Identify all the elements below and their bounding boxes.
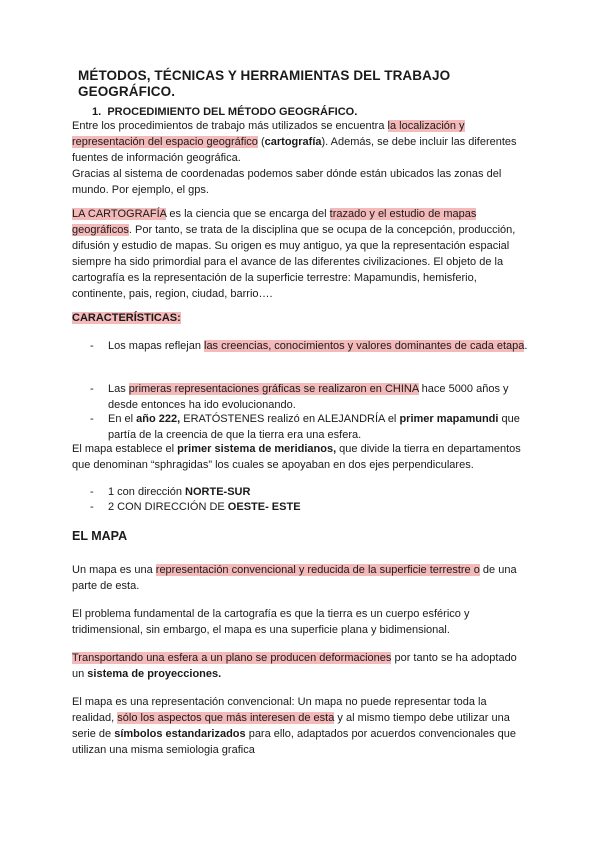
text-run: que divide la tierra en departamentos que denominan “sphragidas” los cuales se apoyaban en dos ejes perpendiculares.: [72, 443, 521, 471]
text-run: 1 con dirección: [108, 486, 186, 498]
highlight-run: CARACTERÍSTICAS:: [72, 312, 181, 324]
dash-bullet: -: [90, 501, 94, 513]
highlight-run: sólo los aspectos que más interesen de esta: [117, 712, 335, 724]
heading-el-mapa: EL MAPA: [72, 529, 128, 543]
paragraph-coordenadas: Gracias al sistema de coordenadas podemos saber dónde están ubicados las zonas del mundo. Por ejemplo, el gps.: [72, 168, 502, 196]
bold-run: año 222,: [136, 413, 181, 425]
text-run: El mapa establece el: [72, 443, 178, 455]
text-run: por tanto se ha adoptado un: [72, 652, 517, 680]
paragraph-problema: El problema fundamental de la cartografía es que la tierra es un cuerpo esférico y tridimensional, sin embargo, el mapa es una superficie plana y bidimensional.: [72, 608, 470, 636]
text-run: . Por tanto, se trata de la disciplina que se ocupa de la concepción, producción, difusión y estudio de mapas. Su origen es muy antiguo, ya que la representación espacial siempre ha sido primordial para el avance de las diferentes civilizaciones. El objeto de la cartografía es la representación de la superficie terrestre: Mapamundis, hemisferio, continente, pais, region, ciudad, barrio….: [72, 224, 516, 300]
text-run: de una parte de esta.: [72, 564, 517, 592]
text-run: Las: [108, 383, 129, 395]
dash-bullet: -: [90, 413, 94, 425]
dash-bullet: -: [90, 340, 94, 352]
highlight-run: representación convencional y reducida de la superficie terrestre o: [155, 564, 480, 576]
text-run: El mapa es una representación convencional: Un mapa no puede representar toda la realidad,: [72, 696, 487, 724]
bold-run: primer mapamundi: [399, 413, 499, 425]
paragraph-proyecciones: [72, 650, 528, 682]
dash-bullet: -: [90, 383, 94, 395]
section-number: 1.: [92, 106, 102, 118]
bold-run: NORTE-SUR: [185, 486, 251, 498]
section-heading-text: PROCEDIMIENTO DEL MÉTODO GEOGRÁFICO.: [107, 106, 358, 118]
bold-run: cartografía: [264, 136, 322, 148]
highlight-run: la localización y representación del espacio geográfico: [72, 120, 465, 148]
highlight-run: LA CARTOGRAFÍA: [72, 208, 167, 220]
dash-bullet: -: [90, 486, 94, 498]
paragraph-mapa-definicion: [72, 562, 528, 594]
paragraph-cartografia: [72, 206, 528, 302]
page-title: MÉTODOS, TÉCNICAS Y HERRAMIENTAS DEL TRABAJO GEOGRÁFICO.: [78, 68, 451, 99]
text-run: Entre los procedimientos de trabajo más utilizados se encuentra: [72, 120, 388, 132]
paragraph-procedimiento: [72, 118, 528, 166]
text-run: (: [257, 136, 265, 148]
bold-run: OESTE- ESTE: [227, 501, 301, 513]
list-item: [90, 381, 528, 413]
heading-caracteristicas: [72, 310, 528, 326]
text-run: .: [524, 340, 528, 352]
text-run: 2 CON DIRECCIÓN DE: [108, 501, 228, 513]
list-item: [90, 338, 528, 354]
bold-run: símbolos estandarizados: [114, 728, 246, 740]
list-item: [90, 499, 528, 515]
text-run: ). Además, se debe incluir las diferentes fuentes de información geográfica.: [72, 136, 517, 164]
text-run: y al mismo tiempo debe utilizar una serie de: [72, 712, 510, 740]
highlight-run: Transportando una esfera a un plano se producen deformaciones: [72, 652, 392, 664]
text-run: que partía de la creencia de que la tierra era una esfera.: [108, 413, 520, 441]
text-run: En el: [108, 413, 137, 425]
text-run: hace 5000 años y desde entonces ha ido evolucionando.: [108, 383, 509, 411]
text-run: para ello, adaptados por acuerdos convencionales que utilizan una misma semiologia grafica: [72, 728, 516, 756]
paragraph-convencional: [72, 694, 528, 758]
text-run: Los mapas reflejan: [108, 340, 204, 352]
list-item: [90, 411, 528, 443]
paragraph-meridianos: [72, 441, 528, 473]
text-run: es la ciencia que se encarga del: [166, 208, 330, 220]
bold-run: sistema de proyecciones.: [87, 668, 222, 680]
text-run: ERATÓSTENES realizó en ALEJANDRÍA el: [180, 413, 400, 425]
highlight-run: trazado y el estudio de mapas geográficos: [72, 208, 477, 236]
text-run: Un mapa es una: [72, 564, 156, 576]
highlight-run: primeras representaciones gráficas se realizaron en CHINA: [128, 383, 419, 395]
highlight-run: las creencias, conocimientos y valores dominantes de cada etapa: [204, 340, 525, 352]
bold-run: primer sistema de meridianos,: [177, 443, 337, 455]
list-item: [90, 484, 528, 500]
